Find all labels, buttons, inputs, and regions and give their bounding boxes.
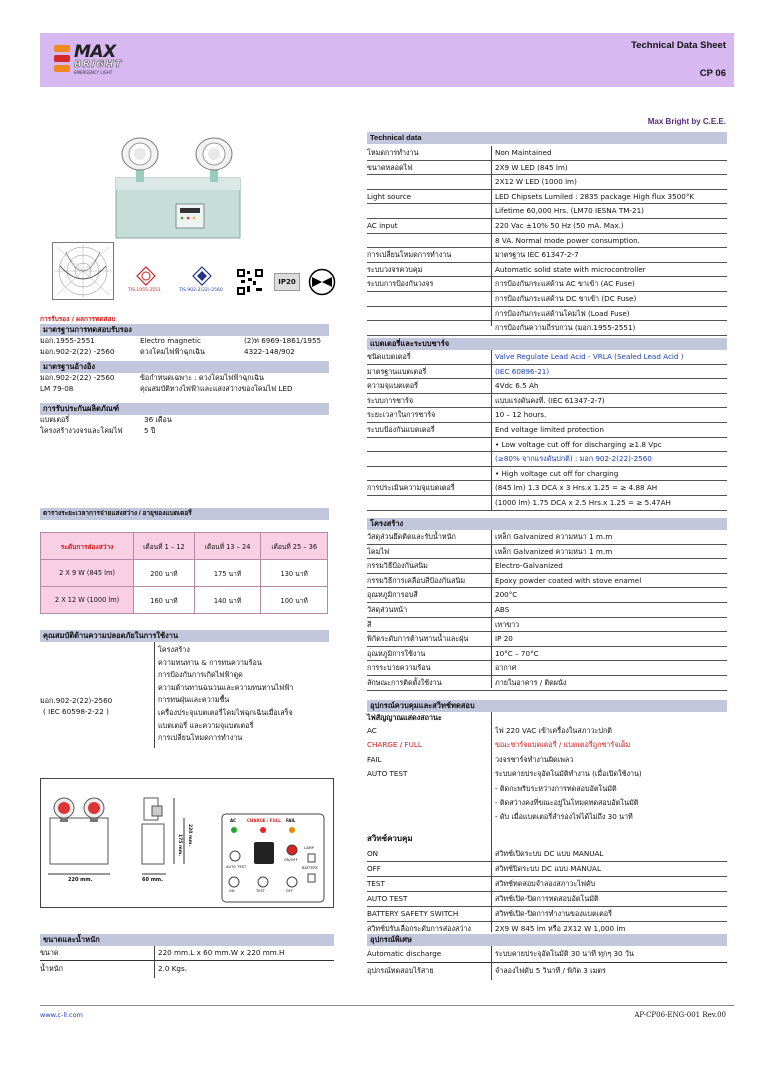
height-dimension: 220 mm. — [187, 824, 192, 847]
technical-data-heading: Technical data — [367, 132, 727, 144]
tech-row — [367, 161, 727, 176]
structure-rows — [367, 530, 727, 691]
battery-row — [367, 481, 727, 496]
battery-row-label: ระบบป้องกันแบตเตอรี่ — [367, 424, 435, 434]
control-section — [367, 700, 727, 937]
tech-row — [367, 263, 727, 278]
panel-battery: BATTERY — [302, 866, 318, 870]
signal-row-value: - ติดกะพริบระหว่างการทดสอบอัตโนมัติ — [495, 783, 617, 793]
reference-row — [40, 384, 329, 395]
table-cell: 2 X 12 W (1000 lm) — [41, 587, 134, 614]
standard-scope: ดวงโคมไฟฟ้าฉุกเฉิน — [140, 346, 205, 356]
warranty-period: 5 ปี — [144, 425, 156, 435]
battery-row — [367, 408, 727, 423]
tech-row-label: การเปลี่ยนโหมดการทำงาน — [367, 250, 452, 260]
switch-rows — [367, 847, 727, 937]
structure-row-label: กรรมวิธีการเคลือบสีป้องกันสนิม — [367, 575, 466, 585]
safety-standard: มอก.902-2(22)-2560 — [40, 696, 113, 705]
control-body — [367, 712, 727, 937]
reference-code: LM 79-08 — [40, 383, 74, 393]
tech-row-label — [367, 292, 495, 306]
performance-section — [40, 508, 329, 614]
safety-item: การทนฝุ่นและความชื้น — [158, 695, 230, 705]
warranty-item: แบตเตอรี่ — [40, 415, 70, 425]
battery-row-label: ระยะเวลาในการชาร์จ — [367, 410, 436, 420]
structure-row — [367, 647, 727, 662]
structure-row-label: โคมไฟ — [367, 546, 390, 556]
special-label: อุปกรณ์ทดสอบไร้สาย — [367, 966, 434, 975]
license-number: (2)ท 6969-1861/1955 — [244, 336, 322, 345]
battery-row-label: ชนิดแบตเตอรี่ — [367, 352, 411, 361]
reference-desc: ข้อกำหนดเฉพาะ : ดวงโคมไฟฟ้าฉุกเฉิน — [140, 373, 264, 383]
tech-row-value: Automatic solid state with microcontroller — [495, 264, 646, 274]
standards-heading: มาตรฐานการทดสอบรับรอง — [40, 324, 329, 336]
dimension-row — [40, 961, 334, 977]
battery-row-value: 4Vdc 6.5 Ah — [495, 381, 539, 391]
safety-item: เครื่องประจุแบตเตอรี่โคมไฟฉุกเฉินเมื่อเสร็จ — [158, 707, 293, 717]
document-id: AP-CP06-ENG-001 Rev.00 — [634, 1011, 726, 1019]
switch-heading: สวิทช์ควบคุม — [367, 833, 413, 843]
structure-section — [367, 518, 727, 691]
signal-row-label — [367, 796, 495, 810]
safety-section — [40, 630, 329, 748]
special-value: จำลองไฟดับ 5 วินาที / พิกัด 3 เมตร — [495, 966, 606, 975]
tech-row-value: Non Maintained — [495, 148, 552, 157]
panel-lamp: LAMP — [304, 846, 314, 850]
switch-row-value: สวิทช์เปิด-ปิดการทดสอบอัตโนมัติ — [495, 893, 599, 903]
safety-item: โครงสร้าง — [158, 645, 190, 654]
structure-row-value: เหล็ก Galvanized ความหนา 1 m.m — [495, 532, 613, 541]
battery-row — [367, 452, 727, 467]
structure-heading: โครงสร้าง — [367, 518, 727, 530]
table-cell: 160 นาที — [134, 587, 195, 614]
battery-row-label — [367, 452, 495, 466]
battery-row-value: End voltage limited protection — [495, 424, 604, 434]
signal-row-value: วงจรชาร์จทำงานผิดเพลว — [495, 754, 574, 764]
special-value: ระบบคายประจุอัตโนมัติ 30 นาที ทุกๆ 30 วัน — [495, 949, 634, 958]
tech-row-value: การป้องกันความถี่รบกวน (มอก.1955-2551) — [495, 323, 636, 333]
battery-row-label: มาตรฐานแบตเตอรี่ — [367, 366, 427, 376]
battery-row-label — [367, 438, 495, 452]
battery-row — [367, 467, 727, 482]
performance-table — [40, 532, 328, 614]
switch-row-label: OFF — [367, 863, 381, 873]
panel-off: OFF — [286, 889, 293, 893]
qr-code-icon — [236, 268, 264, 296]
tech-row-label — [367, 321, 495, 335]
tech-row-value: 2X12 W LED (1000 lm) — [495, 177, 577, 187]
tech-row-value: LED Chipsets Lumiled : 2835 package High flux 3500°K — [495, 191, 695, 201]
warranty-heading: การรับประกันผลิตภัณฑ์ — [40, 403, 329, 415]
special-row — [367, 946, 727, 963]
signal-row-value: - ติดสว่างคงที่ขณะอยู่ในโหมดทดสอบอัตโนมัติ — [495, 798, 639, 808]
signal-row-label: AC — [367, 726, 377, 735]
battery-row-value: 10 – 12 hours. — [495, 410, 547, 420]
signal-heading: ไฟสัญญาณแสดงสถานะ — [367, 713, 442, 722]
standard-code: มอก.902-2(22) -2560 — [40, 346, 115, 356]
structure-row-label: พิกัดระดับการต้านทานน้ำและฝุ่น — [367, 634, 469, 644]
panel-on: ON — [229, 889, 235, 893]
performance-heading: ตารางระยะเวลาการจ่ายแสงสว่าง / อายุของแบตเตอรี่ — [40, 508, 329, 520]
switch-row-label: BATTERY SAFETY SWITCH — [367, 908, 459, 918]
document-title: Technical Data Sheet — [631, 40, 726, 51]
safety-standard-iec: ( IEC 60598-2-22 ) — [43, 707, 109, 716]
signal-row-value: - ดับ เมื่อแบตเตอรี่สำรองไฟได้ไม่ถึง 30 นาที — [495, 812, 633, 822]
structure-row-label: อุณหภูมิการใช้งาน — [367, 648, 426, 658]
website-link[interactable]: www.c-ll.com — [40, 1011, 83, 1019]
tech-row-label — [367, 204, 495, 218]
dimension-value: 2.0 Kgs. — [158, 964, 188, 973]
switch-row-value: สวิทช์ทดสอบจำลองสภาวะไฟดับ — [495, 878, 596, 888]
signal-row — [367, 782, 727, 796]
column-header: เดือนที่ 1 – 12 — [134, 533, 195, 560]
battery-row-value: • High voltage cut off for charging — [495, 468, 619, 478]
structure-row — [367, 530, 727, 545]
structure-row — [367, 632, 727, 647]
structure-row-value: Electro-Galvanized — [495, 561, 563, 571]
depth-dimension: 60 mm. — [142, 877, 164, 883]
switch-row-label: ON — [367, 848, 379, 858]
ip20-badge: IP20 — [274, 273, 300, 291]
dimension-drawing — [40, 778, 334, 908]
battery-row-label: ความจุแบตเตอรี่ — [367, 381, 418, 391]
tis-cert-icon — [136, 266, 156, 286]
reference-desc: คุณสมบัติทางไฟฟ้าและแสงสว่างของโคมไฟ LED — [140, 383, 293, 393]
product-photo — [108, 128, 248, 243]
logo-brand-bottom: BRIGHT — [74, 59, 123, 70]
body-height-dimension: 175 mm. — [177, 834, 182, 857]
dimensions-section — [40, 934, 334, 977]
logo-brand-sub: EMERGENCY LIGHT — [74, 70, 113, 75]
tech-row-label: โหมดการทำงาน — [367, 148, 419, 157]
width-dimension: 220 mm. — [68, 877, 93, 883]
tech-row — [367, 219, 727, 234]
structure-row-value: ภายในอาคาร / ติดผนัง — [495, 677, 567, 687]
tech-row — [367, 277, 727, 292]
tech-row — [367, 190, 727, 205]
battery-row-label: ระบบการชาร์จ — [367, 395, 414, 405]
tech-row-value: 2X9 W LED (845 lm) — [495, 162, 568, 172]
safety-items — [158, 644, 293, 745]
structure-row-label: วัสดุส่วนยึดติดและรับน้ำหนัก — [367, 532, 456, 541]
battery-row-value: Valve Regulate Lead Acid - VRLA (Sealed Lead Acid ) — [495, 352, 684, 361]
structure-row-label: วัสดุส่วนหน้า — [367, 604, 408, 614]
standard-scope: Electro magnetic — [140, 336, 201, 345]
tech-row-value: Lifetime 60,000 Hrs. (LM70 IESNA TM-21) — [495, 206, 644, 216]
table-row — [41, 587, 328, 614]
logo-brand-top: MAX — [74, 42, 116, 62]
structure-row — [367, 603, 727, 618]
tis-safety-label: TIS.902-2(22)-2560 — [179, 288, 223, 293]
switch-row — [367, 907, 727, 922]
signal-row — [367, 767, 727, 781]
battery-row — [367, 350, 727, 365]
table-cell: 175 นาที — [194, 560, 261, 587]
tech-row-value: 8 VA. Normal mode power consumption. — [495, 235, 640, 245]
switch-row-label: สวิทช์ปรับเลือกระดับการส่องสว่าง — [367, 923, 471, 933]
tech-row — [367, 146, 727, 161]
certifications-caption: การรับรอง / ผลการทดสอบ — [40, 315, 116, 323]
license-number: 4322-148/902 — [244, 346, 295, 356]
panel-label-charge: CHARGE / FULL — [247, 818, 281, 823]
structure-row — [367, 661, 727, 676]
tech-row-value: 220 Vac ±10% 50 Hz (50 mA. Max.) — [495, 220, 624, 230]
tech-row-label: ขนาดหลอดไฟ — [367, 162, 413, 172]
tech-row — [367, 321, 727, 336]
structure-row — [367, 618, 727, 633]
tech-row-label: Light source — [367, 191, 412, 201]
tis-safety-icon — [192, 266, 212, 286]
structure-row-value: 10°C – 70°C — [495, 648, 539, 658]
battery-row-label — [367, 496, 495, 510]
dimension-value: 220 mm.L x 60 mm.W x 220 mm.H — [158, 948, 285, 957]
safety-item: ความทนทาน & การทนความร้อน — [158, 657, 262, 667]
panel-label-ac: AC — [230, 818, 237, 823]
switch-row — [367, 892, 727, 907]
reference-standards-heading: มาตรฐานอ้างอิง — [40, 361, 329, 373]
switch-row-value: สวิทช์เปิด-ปิดการทำงานของแบตเตอรี่ — [495, 908, 612, 918]
battery-row — [367, 496, 727, 511]
certifications-section — [40, 314, 329, 437]
battery-row-value: (1000 lm) 1.75 DCA x 2.5 Hrs.x 1.25 = ≥ 5.47AH — [495, 497, 671, 507]
switch-row — [367, 847, 727, 862]
structure-row-label: อุณหภูมิการอบสี — [367, 590, 418, 600]
battery-row-value: (≥80% จากแรงดันปกติ) : มอก 902-2(22)-2560 — [495, 454, 652, 464]
tech-row-label — [367, 234, 495, 248]
standard-code: มอก.1955-2551 — [40, 336, 95, 345]
structure-row-value: ABS — [495, 604, 510, 614]
switch-row — [367, 877, 727, 892]
photometric-diagram — [52, 242, 114, 300]
signal-row — [367, 738, 727, 752]
logo-stripe-icon — [54, 45, 70, 52]
structure-row — [367, 588, 727, 603]
special-row — [367, 963, 727, 979]
warranty-item: โครงสร้างวงจรและโคมไฟ — [40, 425, 123, 435]
battery-row — [367, 423, 727, 438]
table-cell: 100 นาที — [261, 587, 328, 614]
structure-row-value: IP 20 — [495, 634, 513, 644]
structure-row — [367, 574, 727, 589]
tech-row — [367, 234, 727, 249]
tech-row — [367, 175, 727, 190]
structure-row — [367, 545, 727, 560]
signal-row-value: ระบบคายประจุอัตโนมัติทำงาน (เมื่อเปิดใช้งาน) — [495, 769, 642, 779]
column-header: เดือนที่ 13 – 24 — [194, 533, 261, 560]
signal-row-value: ไฟ 220 VAC เข้าเครื่องในสภาวะปกติ — [495, 726, 612, 735]
switch-row-value: สวิทช์เปิดระบบ DC แบบ MANUAL — [495, 848, 604, 858]
panel-auto-test: AUTO TEST — [226, 865, 247, 869]
reference-row — [40, 373, 329, 384]
safety-item: แบตเตอรี่ และความจุแบตเตอรี่ — [158, 720, 254, 730]
battery-row-value: แบบแรงดันคงที่. (IEC 61347-2-7) — [495, 395, 605, 405]
battery-row — [367, 438, 727, 453]
byline: Max Bright by C.E.E. — [647, 117, 726, 126]
signal-row — [367, 724, 727, 738]
battery-section — [367, 338, 727, 511]
tech-row — [367, 307, 727, 322]
logo-stripe-icon — [54, 55, 70, 62]
panel-test: TEST — [256, 889, 265, 893]
footer-divider — [40, 1005, 734, 1006]
switch-row — [367, 862, 727, 877]
battery-heading: แบตเตอรี่และระบบชาร์จ — [367, 338, 727, 350]
panel-label-fail: FAIL — [286, 818, 296, 823]
tech-row-label: AC input — [367, 220, 398, 230]
switch-row-value: สวิทช์ปิดระบบ DC แบบ MANUAL — [495, 863, 601, 873]
battery-row-value: (IEC 60896-21) — [495, 366, 550, 376]
technical-data-section — [367, 132, 727, 336]
signal-row — [367, 810, 727, 824]
tech-row-label: ระบบวงจรควบคุม — [367, 264, 423, 274]
standard-row — [40, 336, 329, 347]
warranty-row — [40, 415, 329, 426]
tis-cert-label: TIS.1955-2551 — [128, 288, 161, 293]
signal-row-value: ขณะชาร์จแบตเตอรี่ / แบตเตอรี่ถูกชาร์จเต็ม — [495, 740, 631, 750]
tech-row-value: การป้องกันกระแสด้าน AC ขาเข้า (AC Fuse) — [495, 279, 635, 289]
special-label: Automatic discharge — [367, 949, 442, 958]
structure-row-value: 200°C — [495, 590, 518, 600]
tech-row — [367, 248, 727, 263]
reference-code: มอก.902-2(22) -2560 — [40, 373, 115, 383]
structure-row-label: สี — [367, 619, 372, 629]
structure-row-value: อากาศ — [495, 663, 517, 673]
signal-row — [367, 796, 727, 810]
warranty-row — [40, 426, 329, 437]
model-number: CP 06 — [699, 68, 726, 79]
fire-safety-icon — [308, 268, 336, 296]
tech-row-label: ระบบการป้องกันวงจร — [367, 279, 434, 289]
tech-row — [367, 292, 727, 307]
structure-row-label: ลักษณะการติดตั้งใช้งาน — [367, 677, 442, 687]
safety-heading: คุณสมบัติด้านความปลอดภัยในการใช้งาน — [40, 630, 329, 642]
signal-row-label: FAIL — [367, 754, 382, 764]
tech-row-label — [367, 175, 495, 189]
tech-row-value: มาตรฐาน IEC 61347-2-7 — [495, 250, 579, 260]
dimension-label: ขนาด — [40, 948, 59, 957]
special-section — [367, 934, 727, 979]
safety-item: ความต้านทานฉนวนและความทนทานไฟฟ้า — [158, 682, 294, 692]
signal-row-label: AUTO TEST — [367, 769, 408, 779]
tech-row-value: การป้องกันกระแสด้าน DC ขาเข้า (DC Fuse) — [495, 293, 637, 303]
column-header: ระดับการส่องสว่าง — [41, 533, 134, 560]
signal-rows — [367, 724, 727, 825]
safety-item: การเปลี่ยนโหมดการทำงาน — [158, 733, 243, 743]
structure-row-label: การระบายความร้อน — [367, 663, 431, 673]
header-banner — [40, 33, 734, 87]
table-cell: 140 นาที — [194, 587, 261, 614]
special-heading: อุปกรณ์พิเศษ — [367, 934, 727, 946]
panel-on-off: ON/OFF — [284, 858, 298, 862]
dimensions-heading: ขนาดและน้ำหนัก — [40, 934, 334, 946]
signal-row-label — [367, 810, 495, 824]
max-bright-logo — [52, 42, 132, 78]
battery-row-label: การประเมินความจุแบตเตอรี่ — [367, 483, 455, 493]
dimension-row — [40, 946, 334, 961]
technical-data-rows — [367, 146, 727, 336]
control-heading: อุปกรณ์ควบคุมและสวิทช์ทดสอบ — [367, 700, 727, 712]
table-row — [41, 560, 328, 587]
signal-row-label — [367, 782, 495, 796]
column-header: เดือนที่ 25 – 36 — [261, 533, 328, 560]
structure-row-label: กรรมวิธีป้องกันสนิม — [367, 561, 428, 571]
switch-row-value: 2X9 W 845 lm หรือ 2X12 W 1,000 lm — [495, 923, 626, 933]
battery-rows — [367, 350, 727, 511]
tech-row-label — [367, 307, 495, 321]
table-cell: 200 นาที — [134, 560, 195, 587]
tech-row — [367, 204, 727, 219]
structure-row — [367, 559, 727, 574]
tech-row-value: การป้องกันกระแสด้านโคมไฟ (Load Fuse) — [495, 308, 630, 318]
dimension-label: น้ำหนัก — [40, 964, 63, 973]
signal-row-label: CHARGE / FULL — [367, 740, 422, 750]
switch-row-label: AUTO TEST — [367, 893, 408, 903]
table-cell: 2 X 9 W (845 lm) — [41, 560, 134, 587]
switch-row-label: TEST — [367, 878, 385, 888]
structure-row — [367, 676, 727, 691]
structure-row-value: Epoxy powder coated with stove enamel — [495, 575, 642, 585]
standard-row — [40, 347, 329, 358]
battery-row-label — [367, 467, 495, 481]
battery-row — [367, 365, 727, 380]
table-header-row — [41, 533, 328, 560]
warranty-period: 36 เดือน — [144, 415, 172, 425]
structure-row-value: เทาขาว — [495, 619, 520, 629]
battery-row — [367, 394, 727, 409]
battery-row-value: (845 lm) 1.3 DCA x 3 Hrs.x 1.25 = ≥ 4.88 AH — [495, 483, 658, 493]
battery-row — [367, 379, 727, 394]
battery-row-value: • Low voltage cut off for discharging ≥1.8 Vpc — [495, 439, 662, 449]
structure-row-value: เหล็ก Galvanized ความหนา 1 m.m — [495, 546, 613, 556]
table-cell: 130 นาที — [261, 560, 328, 587]
safety-item: การป้องกันการเกิดไฟฟ้าดูด — [158, 670, 243, 680]
signal-row — [367, 753, 727, 767]
logo-stripe-icon — [54, 65, 70, 72]
